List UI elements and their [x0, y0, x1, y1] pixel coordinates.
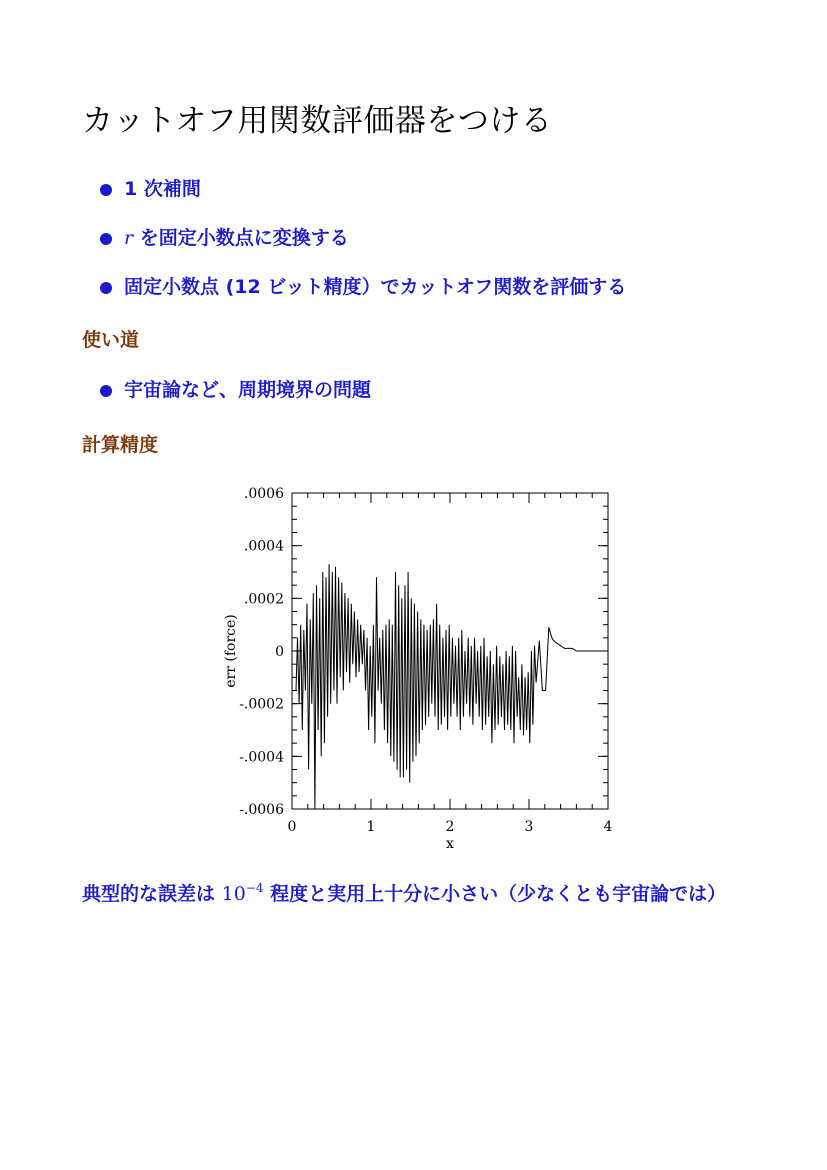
- error-chart: [215, 484, 625, 864]
- bullet-text: 1 次補間: [124, 178, 201, 200]
- bullet-item-fixed-point: [100, 225, 626, 274]
- x-tick-label: 3: [524, 819, 534, 835]
- y-tick-label: -.0004: [239, 749, 284, 766]
- y-tick-label: .0006: [243, 486, 284, 502]
- page-title: カットオフ用関数評価器をつける: [82, 103, 553, 139]
- bullet-dot: [100, 233, 112, 245]
- accuracy-heading: 計算精度: [82, 434, 159, 456]
- x-tick-label: 2: [445, 819, 455, 835]
- x-axis-label: x: [446, 836, 454, 852]
- bullet-dot: [100, 385, 112, 397]
- series-line: [296, 564, 604, 809]
- footer-text: [82, 878, 762, 910]
- usage-heading: 使い道: [82, 329, 140, 351]
- footer-part2: 程度と実用上十分に小さい（少なくとも宇宙論では）: [263, 883, 727, 905]
- y-tick-label: 0: [275, 644, 284, 660]
- bullet-item-cutoff-eval: [100, 274, 626, 323]
- y-axis-label: err (force): [223, 614, 239, 688]
- bullet-list-usage: [100, 377, 371, 403]
- bullet-dot: [100, 282, 112, 294]
- x-tick-label: 0: [287, 819, 297, 835]
- footer-part1: 典型的な誤差は: [82, 883, 222, 905]
- y-tick-label: -.0006: [239, 802, 284, 818]
- y-tick-label: -.0002: [239, 696, 284, 713]
- bullet-text: を固定小数点に変換する: [139, 227, 349, 249]
- bullet-text: 宇宙論など、周期境界の問題: [124, 379, 372, 401]
- footer-base: 10: [221, 883, 246, 905]
- bullet-text: 固定小数点 (12 ビット精度）でカットオフ関数を評価する: [124, 276, 627, 298]
- x-tick-label: 1: [366, 819, 376, 835]
- bullet-item-cosmology: [100, 377, 371, 403]
- y-tick-label: .0002: [243, 591, 284, 608]
- bullet-item-interpolation: [100, 176, 626, 225]
- x-tick-label: 4: [603, 819, 613, 835]
- variable-r: r: [124, 227, 134, 249]
- y-tick-label: .0004: [243, 538, 284, 555]
- bullet-list-top: [100, 176, 626, 323]
- bullet-dot: [100, 184, 112, 196]
- footer-exponent: −4: [245, 881, 264, 895]
